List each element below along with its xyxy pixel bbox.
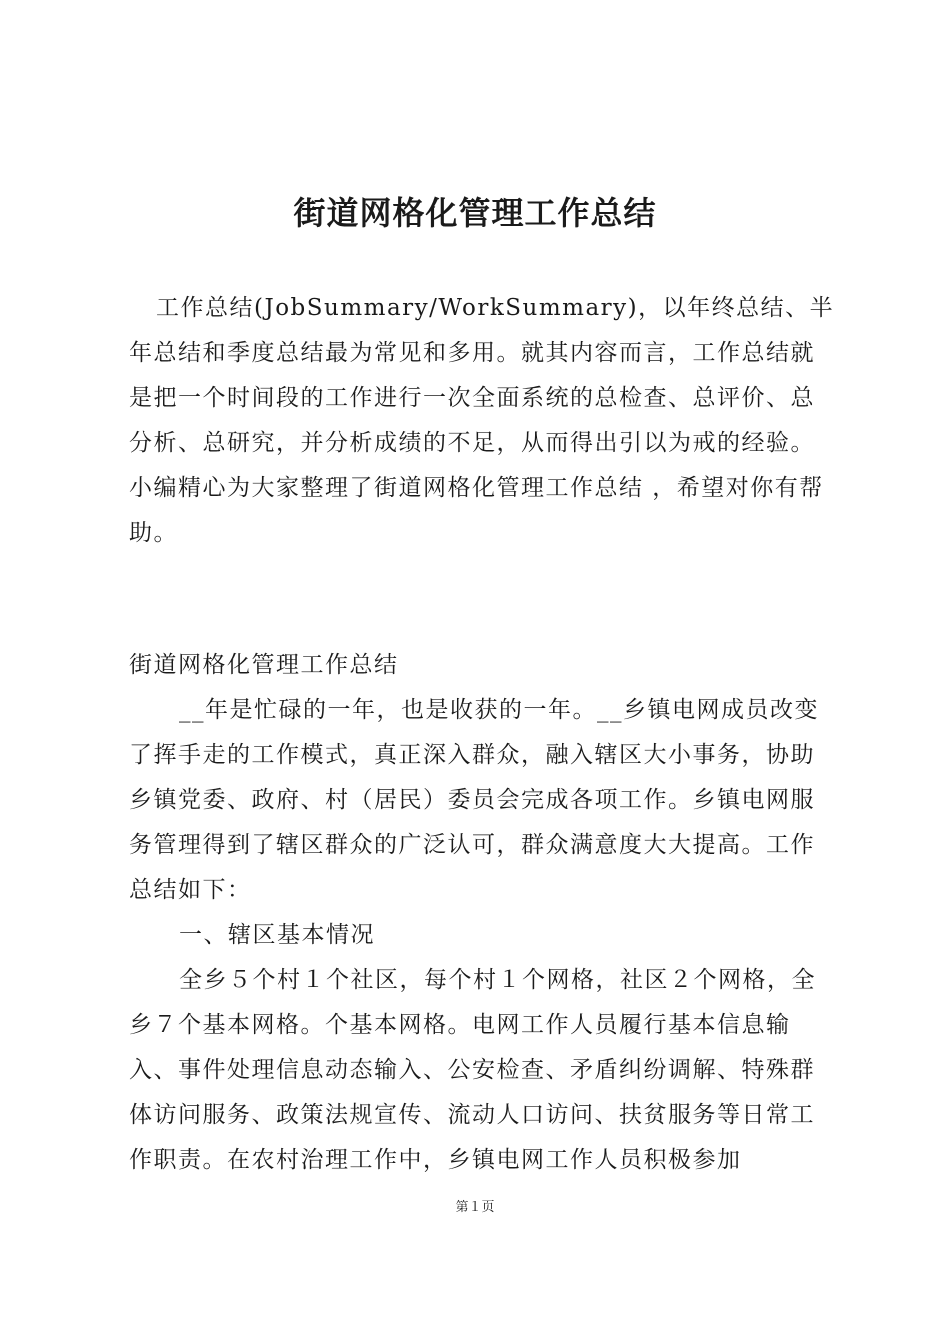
section-heading-1: 一、辖区基本情况 (179, 922, 375, 948)
content-paragraph-1: __年是忙碌的一年，也是收获的一年。__乡镇电网成员改变了挥手走的工作模式，真正深入群众，融入辖区大小事务，协助乡镇党委、政府、村（居民）委员会完成各项工作。乡镇电网服务管理得到了辖区群众的广泛认可，群众满意度大大提高。工作总结如下： (129, 697, 819, 903)
page-number: 第１页 (455, 1200, 495, 1215)
content-section (129, 688, 839, 1183)
section-subtitle: 街道网格化管理工作总结 (129, 652, 399, 678)
document-title: 街道网格化管理工作总结 (293, 194, 657, 232)
intro-paragraph: 工作总结(JobSummary/WorkSummary)，以年终总结、半年总结和季度总结最为常见和多用。就其内容而言，工作总结就是把一个时间段的工作进行一次全面系统的总检查、总评价、总分析、总研究，并分析成绩的不足，从而得出引以为戒的经验。小编精心为大家整理了街道网格化管理工作总结 ，希望对你有帮助。 (129, 295, 835, 546)
content-paragraph-2: 全乡５个村１个社区，每个村１个网格，社区２个网格，全乡７个基本网格。个基本网格。电网工作人员履行基本信息输入、事件处理信息动态输入、公安检查、矛盾纠纷调解、特殊群体访问服务、政策法规宣传、流动人口访问、扶贫服务等日常工作职责。在农村治理工作中，乡镇电网工作人员积极参加 (129, 967, 816, 1173)
